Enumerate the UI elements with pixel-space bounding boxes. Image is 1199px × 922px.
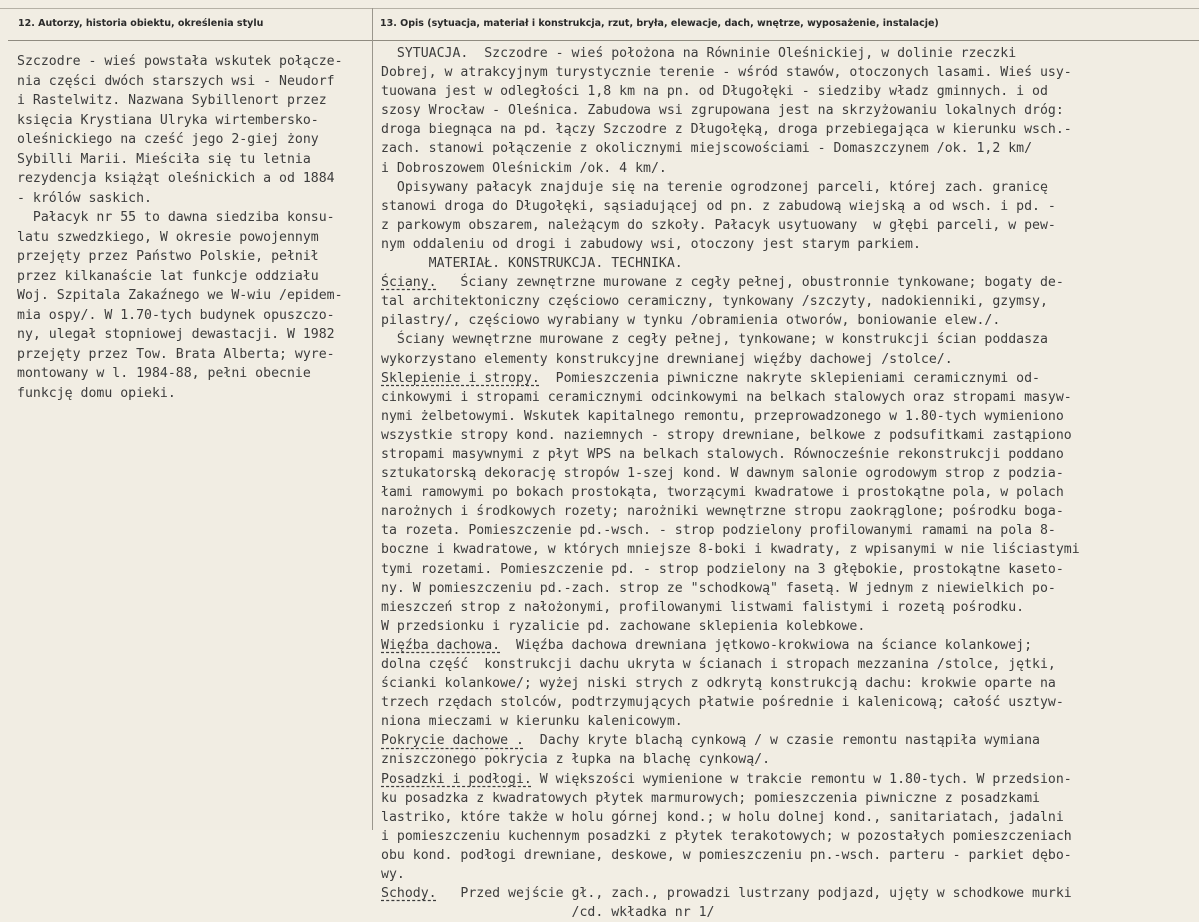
line-text: stropami masywnymi z płyt WPS na belkach stalowych. Równocześnie rekonstrukcji poddano	[381, 446, 1064, 462]
description-line	[381, 464, 1193, 483]
description-line	[381, 865, 1193, 884]
history-line: montowany w l. 1984-88, pełni obecnie	[17, 366, 311, 381]
column-divider	[372, 8, 373, 830]
description-line	[381, 388, 1193, 407]
line-text: MATERIAŁ. KONSTRUKCJA. TECHNIKA.	[381, 256, 683, 272]
section-heading: Pokrycie dachowe .	[381, 733, 524, 749]
history-line: - królów saskich.	[17, 190, 152, 206]
history-line: mia ospy/. W 1.70-tych budynek opuszczo-	[17, 307, 335, 323]
description-line	[381, 350, 1193, 369]
line-text: lastriko, które także w holu górnej kond.; w holu dolnej kond., sanitariatach, jadalni	[381, 809, 1064, 825]
line-text: nym oddaleniu od drogi i zabudowy wsi, otoczony jest starym parkiem.	[381, 236, 921, 252]
section-heading: Sklepienie i stropy.	[381, 370, 540, 386]
history-text	[17, 52, 367, 403]
line-text: SYTUACJA. Szczodre - wieś położona na Równinie Oleśnickiej, w dolinie rzeczki	[381, 46, 1017, 61]
description-line	[381, 712, 1193, 731]
description-text	[381, 44, 1193, 922]
description-line	[381, 426, 1193, 445]
line-text: Ściany wewnętrzne murowane z cegły pełnej, tynkowane; w konstrukcji ścian poddasza	[381, 332, 1048, 348]
history-line: i Rastelwitz. Nazwana Sybillenort przez	[17, 93, 327, 108]
line-text: droga biegnąca na pd. łączy Szczodre z Długołęką, droga przebiegająca w kierunku wsch.-	[381, 122, 1072, 138]
description-line	[381, 330, 1193, 349]
line-text: W większości wymienione w trakcie remontu w 1.80-tych. W przedsion-	[531, 771, 1072, 787]
description-line	[381, 483, 1193, 502]
right-column-header: 13. Opis (sytuacja, materiał i konstrukcja, rzut, bryła, elewacje, dach, wnętrze, wyposażenie, instalacje)	[380, 18, 939, 29]
history-line: rezydencja książąt oleśnickich a od 1884	[17, 171, 335, 186]
description-line	[381, 731, 1193, 750]
line-text: narożnych i środkowych rozety; narożniki wewnętrzne stropu zaokrąglone; pośrodku boga-	[381, 504, 1064, 520]
description-line	[381, 617, 1193, 636]
description-line	[381, 216, 1193, 235]
description-line	[381, 273, 1193, 292]
description-line	[381, 159, 1193, 178]
history-line: Woj. Szpitala Zakaźnego we W-wiu /epidem-	[17, 288, 343, 303]
line-text: Przed wejście gł., zach., prowadzi lustrzany podjazd, ujęty w schodkowe murki	[436, 886, 1072, 902]
line-text: Dobrej, w atrakcyjnym turystycznie terenie - wśród stawów, otoczonych lasami. Wieś usy-	[381, 65, 1072, 81]
line-text: i Dobroszowem Oleśnickim /ok. 4 km/.	[381, 160, 667, 176]
header-rule	[8, 40, 1199, 41]
line-text: Dachy kryte blachą cynkową / w czasie remontu nastąpiła wymiana	[523, 733, 1040, 749]
line-text: tal architektoniczny częściowo ceramiczny, tynkowany /szczyty, nadokienniki, gzymsy,	[381, 294, 1048, 310]
line-text: stanowi droga do Długołęki, sąsiadującej od pn. z zabudową wiejską a od wsch. i pd. -	[381, 198, 1056, 214]
description-line	[381, 197, 1193, 216]
line-text: trzech rzędach stolców, podtrzymujących płatwie pośrednie i kalenicową; całość usztyw-	[381, 695, 1064, 711]
description-line	[381, 789, 1193, 808]
description-line	[381, 502, 1193, 521]
line-text: Opisywany pałacyk znajduje się na terenie ogrodzonej parceli, której zach. granicę	[381, 179, 1048, 195]
history-line: oleśnickiego na cześć jego 2-giej żony	[17, 132, 319, 147]
description-line	[381, 369, 1193, 388]
line-text: mieszczeń strop z nałożonymi, profilowanymi listwami falistymi i rozetą pośrodku.	[381, 599, 1025, 615]
line-text: Ściany zewnętrzne murowane z cegły pełnej, obustronnie tynkowane; bogaty de-	[436, 275, 1064, 291]
line-text: nymi żelbetowymi. Wskutek kapitalnego remontu, przeprowadzonego w 1.80-tych wymieniono	[381, 408, 1064, 424]
line-text: /cd. wkładka nr 1/	[381, 905, 715, 921]
history-line: Szczodre - wieś powstała wskutek połącze-	[17, 54, 343, 69]
line-text: z parkowym obszarem, należącym do szkoły. Pałacyk usytuowany w głębi parceli, w pew-	[381, 217, 1056, 233]
description-line	[381, 770, 1193, 789]
description-line	[381, 521, 1193, 540]
line-text: wykorzystano elementy konstrukcyjne drewnianej więźby dachowej /stolce/.	[381, 351, 953, 367]
history-line: Sybilli Marii. Mieściła się tu letnia	[17, 151, 311, 167]
description-line	[381, 82, 1193, 101]
section-heading: Schody.	[381, 886, 437, 902]
history-line: ny, ulegał stopniowej dewastacji. W 1982	[17, 327, 335, 342]
line-text: Więźba dachowa drewniana jętkowo-krokwiowa na ściance kolankowej;	[500, 637, 1033, 653]
history-line: Pałacyk nr 55 to dawna siedziba konsu-	[17, 210, 335, 225]
description-line	[381, 292, 1193, 311]
description-line	[381, 63, 1193, 82]
section-heading: Posadzki i podłogi.	[381, 771, 532, 787]
section-heading: Więźba dachowa.	[381, 637, 501, 653]
line-text: ścianki kolankowe/; wyżej niski strych z odkrytą konstrukcją dachu: krokwie oparte na	[381, 676, 1056, 692]
line-text: ku posadzka z kwadratowych płytek marmurowych; pomieszczenia piwniczne z posadzkami	[381, 790, 1040, 806]
line-text: wszystkie stropy kond. naziemnych - stropy drewniane, belkowe z podsufitkami zastąpiono	[381, 427, 1072, 443]
line-text: ta rozeta. Pomieszczenie pd.-wsch. - strop podzielony profilowanymi ramami na pola 8-	[381, 523, 1056, 539]
line-text: Pomieszczenia piwniczne nakryte sklepieniami ceramicznymi od-	[539, 370, 1040, 386]
description-line	[381, 674, 1193, 693]
line-text: wy.	[381, 867, 405, 883]
history-line: przejęty przez Tow. Brata Alberta; wyre-	[17, 346, 335, 362]
line-text: łami ramowymi po bokach prostokąta, tworzącymi kwadratowe i prostokątne pola, w polach	[381, 485, 1064, 501]
line-text: pilastry/, częściowo wyrabiany w tynku /obramienia otworów, boniowanie elew./.	[381, 313, 1001, 329]
line-text: szosy Wrocław - Oleśnica. Zabudowa wsi zgrupowana jest na skrzyżowaniu lokalnych dróg:	[381, 103, 1064, 119]
line-text: dolna część konstrukcji dachu ukryta w ścianach i stropach mezzanina /stolce, jętki,	[381, 657, 1056, 672]
description-line	[381, 693, 1193, 712]
line-text: cinkowymi i stropami ceramicznymi odcinkowymi na belkach stalowych oraz stropami masyw-	[381, 389, 1072, 405]
line-text: W przedsionku i ryzalicie pd. zachowane sklepienia kolebkowe.	[381, 618, 866, 634]
line-text: tuowana jest w odległości 1,8 km na pn. od Długołęki - siedziby władz gminnych. i od	[381, 84, 1048, 100]
description-line	[381, 846, 1193, 865]
history-line: przejęty przez Państwo Polskie, pełnił	[17, 249, 319, 264]
line-text: ny. W pomieszczeniu pd.-zach. strop ze "schodkową" fasetą. W jednym z niewielkich po-	[381, 580, 1056, 596]
description-line	[381, 445, 1193, 464]
description-line	[381, 540, 1193, 559]
description-line	[381, 407, 1193, 426]
left-column-header: 12. Autorzy, historia obiektu, określenia stylu	[18, 18, 264, 29]
description-line	[381, 636, 1193, 655]
description-line	[381, 579, 1193, 598]
line-text: boczne i kwadratowe, w których mniejsze 8-boki i kwadraty, z wpisanymi w nie liściastymi	[381, 542, 1080, 558]
line-text: sztukatorską dekorację stropów 1-szej kond. W dawnym salonie ogrodowym strop z podzia-	[381, 466, 1064, 482]
line-text: tymi rozetami. Pomieszczenie pd. - strop podzielony na 3 głębokie, prostokątne kaseto-	[381, 561, 1064, 577]
line-text: obu kond. podłogi drewniane, deskowe, w pomieszczeniu pn.-wsch. parteru - parkiet dębo-	[381, 847, 1072, 863]
description-line	[381, 254, 1193, 273]
description-line	[381, 120, 1193, 139]
line-text: zniszczonego pokrycia z łupka na blachę cynkową/.	[381, 752, 771, 768]
description-line	[381, 655, 1193, 674]
description-line	[381, 560, 1193, 579]
description-line	[381, 101, 1193, 120]
description-line	[381, 808, 1193, 827]
history-line: nia części dwóch starszych wsi - Neudorf	[17, 73, 335, 89]
history-line: przez kilkanaście lat funkcje oddziału	[17, 268, 319, 284]
description-line	[381, 139, 1193, 158]
top-rule	[0, 8, 1199, 9]
description-line	[381, 884, 1193, 903]
history-line: funkcję domu opieki.	[17, 385, 176, 401]
line-text: zach. stanowi połączenie z okolicznymi miejscowościami - Domaszczynem /ok. 1,2 km/	[381, 141, 1033, 157]
description-line	[381, 750, 1193, 769]
description-line	[381, 598, 1193, 617]
description-line	[381, 903, 1193, 922]
description-line	[381, 44, 1193, 63]
line-text: i pomieszczeniu kuchennym posadzki z płytek terakotowych; w pozostałych pomieszczeniach	[381, 828, 1072, 844]
history-line: latu szwedzkiego, W okresie powojennym	[17, 229, 319, 245]
description-line	[381, 178, 1193, 197]
line-text: niona mieczami w kierunku kalenicowym.	[381, 714, 683, 730]
description-line	[381, 235, 1193, 254]
description-line	[381, 311, 1193, 330]
section-heading: Ściany.	[381, 275, 437, 291]
history-line: księcia Krystiana Ulryka wirtembersko-	[17, 112, 319, 128]
